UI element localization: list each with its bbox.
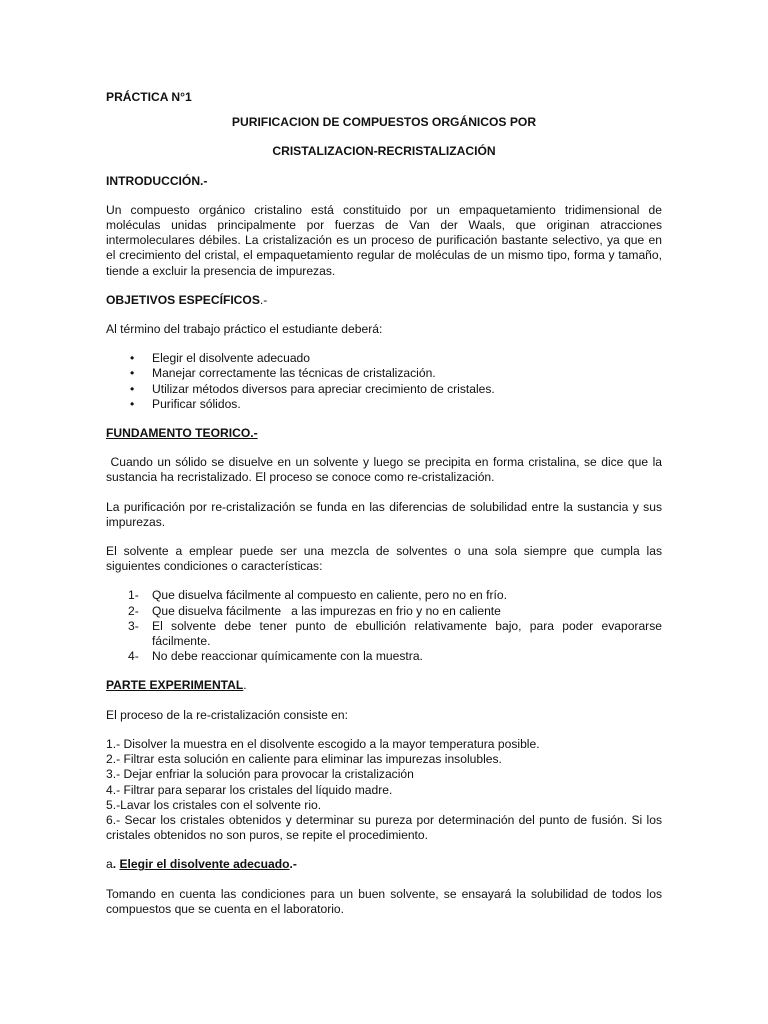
list-number: 3- bbox=[128, 618, 139, 633]
objectives-heading: OBJETIVOS ESPECÍFICOS bbox=[106, 292, 260, 307]
section-a-prefix-dot: . bbox=[112, 857, 117, 872]
objective-text: Purificar sólidos. bbox=[152, 396, 241, 411]
section-a-heading-line bbox=[106, 857, 662, 872]
list-item: 2.- Filtrar esta solución en caliente para eliminar las impurezas insolubles. bbox=[106, 752, 502, 767]
list-item bbox=[106, 397, 662, 412]
experimental-heading-suffix: . bbox=[243, 678, 247, 693]
objective-text: Utilizar métodos diversos para apreciar crecimiento de cristales. bbox=[152, 381, 495, 396]
objective-text: Elegir el disolvente adecuado bbox=[152, 351, 310, 366]
list-number: 2- bbox=[128, 603, 139, 618]
section-a-heading: Elegir el disolvente adecuado bbox=[119, 857, 290, 872]
bullet-icon: • bbox=[130, 381, 135, 396]
document-subtitle-1: PURIFICACION DE COMPUESTOS ORGÁNICOS POR bbox=[231, 115, 537, 130]
bullet-icon: • bbox=[130, 366, 135, 381]
fundamento-paragraph-3: El solvente a emplear puede ser una mezcla de solventes o una sola siempre que cumpla las siguientes condiciones o características: bbox=[106, 544, 662, 574]
list-number: 1- bbox=[128, 588, 139, 603]
list-number: 4- bbox=[128, 649, 139, 664]
bullet-icon: • bbox=[130, 396, 135, 411]
experimental-heading: PARTE EXPERIMENTAL bbox=[106, 678, 244, 693]
document-page bbox=[106, 90, 666, 917]
section-a-paragraph: Tomando en cuenta las condiciones para un buen solvente, se ensayará la solubilidad de todos los compuestos que se cuenta en el laboratorio. bbox=[106, 886, 662, 916]
document-subtitle-2: CRISTALIZACION-RECRISTALIZACIÓN bbox=[272, 144, 496, 159]
list-item: 1.- Disolver la muestra en el disolvente escogido a la mayor temperatura posible. bbox=[106, 736, 540, 751]
list-item bbox=[106, 649, 662, 664]
list-item bbox=[106, 619, 662, 649]
document-title: PRÁCTICA N°1 bbox=[106, 90, 192, 104]
intro-heading: INTRODUCCIÓN.- bbox=[106, 173, 208, 188]
experimental-steps bbox=[106, 737, 662, 843]
experimental-heading-line bbox=[106, 678, 662, 693]
objectives-lead: Al término del trabajo práctico el estudiante deberá: bbox=[106, 322, 383, 337]
list-item: 3.- Dejar enfriar la solución para provocar la cristalización bbox=[106, 767, 414, 782]
list-item bbox=[106, 588, 662, 603]
conditions-list bbox=[106, 588, 662, 664]
section-a-heading-suffix: .- bbox=[289, 857, 297, 872]
objectives-heading-line bbox=[106, 293, 662, 308]
fundamento-heading: FUNDAMENTO TEORICO.- bbox=[106, 426, 258, 441]
condition-text: Que disuelva fácilmente al compuesto en caliente, pero no en frío. bbox=[152, 588, 507, 603]
objective-text: Manejar correctamente las técnicas de cristalización. bbox=[152, 366, 436, 381]
condition-text: El solvente debe tener punto de ebullición relativamente bajo, para poder evaporarse fácilmente. bbox=[152, 618, 662, 649]
bullet-icon: • bbox=[130, 351, 135, 366]
list-item bbox=[106, 351, 662, 366]
list-item bbox=[106, 382, 662, 397]
list-item bbox=[106, 604, 662, 619]
objectives-heading-suffix: .- bbox=[259, 292, 268, 307]
experimental-lead: El proceso de la re-cristalización consiste en: bbox=[106, 707, 348, 722]
fundamento-paragraph-1: Cuando un sólido se disuelve en un solvente y luego se precipita en forma cristalina, se dice que la sustancia ha recristalizado. El proceso se conoce como re-cristalización. bbox=[106, 455, 666, 485]
list-item: 4.- Filtrar para separar los cristales del líquido madre. bbox=[106, 782, 393, 797]
list-item bbox=[106, 366, 662, 381]
section-a-prefix: a bbox=[106, 857, 113, 872]
list-item: 6.- Secar los cristales obtenidos y determinar su pureza por determinación del punto de fusión. Si los cristales obtenidos no son puros, se repite el procedimiento. bbox=[106, 812, 662, 843]
condition-text: No debe reaccionar químicamente con la muestra. bbox=[152, 649, 423, 664]
fundamento-paragraph-2: La purificación por re-cristalización se funda en las diferencias de solubilidad entre la sustancia y sus impurezas. bbox=[106, 499, 662, 529]
objectives-list bbox=[106, 351, 662, 412]
intro-paragraph: Un compuesto orgánico cristalino está constituido por un empaquetamiento tridimensional de moléculas unidas principalmente por fuerzas de Van der Waals, que originan atracciones intermoleculares débiles. La cristalización es un proceso de purificación bastante selectivo, ya que en el crecimiento del cristal, el empaquetamiento regular de moléculas de un mismo tipo, forma y tamaño, tiende a excluir la presencia de impurezas. bbox=[106, 202, 662, 278]
condition-text: Que disuelva fácilmente a las impurezas en frio y no en caliente bbox=[152, 603, 501, 618]
list-item: 5.-Lavar los cristales con el solvente rio. bbox=[106, 797, 322, 812]
